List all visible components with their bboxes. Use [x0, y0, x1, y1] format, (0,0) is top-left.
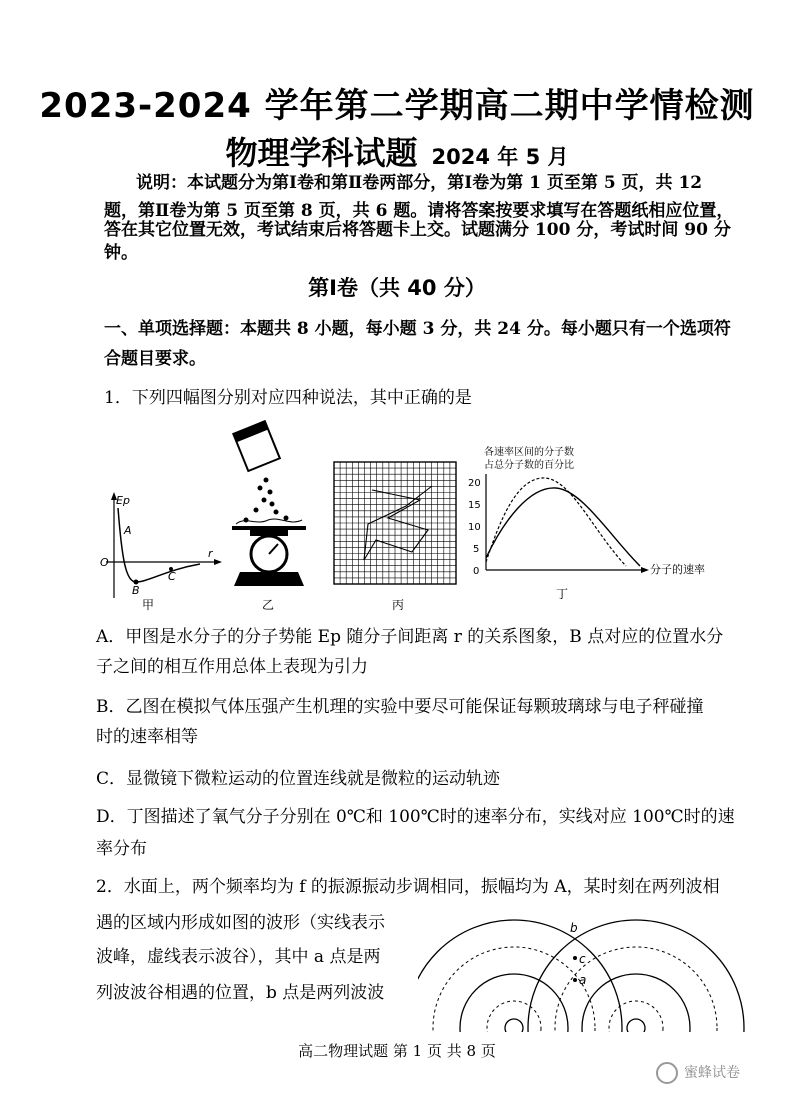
q2-line-4: 列波波谷相遇的位置，b 点是两列波波	[96, 983, 385, 1003]
q1-option-c: C．显微镜下微粒运动的位置连线就是微粒的运动轨迹	[96, 769, 501, 789]
instructions-line-1: 说明：本试题分为第Ⅰ卷和第Ⅱ卷两部分，第Ⅰ卷为第 1 页至第 5 页，共 12	[136, 173, 703, 193]
fig-ding-xlabel: 分子的速率	[650, 563, 705, 576]
q1-option-d-line2: 率分布	[96, 839, 147, 859]
q1-stem: 1．下列四幅图分别对应四种说法，其中正确的是	[104, 388, 472, 408]
figure-jia	[96, 490, 226, 608]
instructions-line-3: 答在其它位置无效，考试结束后将答题卡上交。试题满分 100 分，考试时间 90 分	[104, 220, 731, 240]
figure-ding	[460, 440, 735, 600]
exam-date: 2024 年 5 月	[431, 145, 569, 169]
fig-ding-ylabel-2: 占总分子数的百分比	[484, 460, 574, 471]
fig-jia-point-b: B	[132, 584, 140, 597]
q1-option-b-line2: 时的速率相等	[96, 727, 198, 747]
q1-option-b-line1: B．乙图在模拟气体压强产生机理的实验中要尽可能保证每颗玻璃球与电子秤碰撞	[96, 697, 704, 717]
figure-yi	[226, 420, 312, 596]
fig-jia-y-label: Ep	[116, 494, 130, 507]
figure-jia-label: 甲	[142, 598, 155, 612]
figure-bing	[332, 460, 460, 590]
instructions-line-2: 题，第Ⅱ卷为第 5 页至第 8 页，共 6 题。请将答案按要求填写在答题纸相应位置，	[104, 201, 734, 221]
figure-q2-waves	[418, 914, 748, 1034]
page-footer: 高二物理试题 第 1 页 共 8 页	[298, 1042, 496, 1060]
q1-option-a-line1: A．甲图是水分子的分子势能 Ep 随分子间距离 r 的关系图象，B 点对应的位置水分	[96, 627, 724, 647]
fig-ding-ylabel-1: 各速率区间的分子数	[484, 447, 574, 458]
fig-q2-point-c: c	[579, 952, 586, 966]
fig-jia-x-label: r	[208, 547, 213, 560]
fig-ding-ytick-0: 0	[473, 566, 480, 577]
fig-ding-ytick-20: 20	[468, 478, 481, 489]
q2-line-3: 波峰，虚线表示波谷），其中 a 点是两	[96, 947, 381, 967]
figure-bing-label: 丙	[392, 598, 405, 612]
section-title: 第Ⅰ卷（共 40 分）	[308, 276, 486, 300]
watermark-text: 蜜蜂试卷	[684, 1065, 740, 1081]
watermark-logo-icon	[656, 1062, 678, 1084]
figure-yi-label: 乙	[262, 598, 275, 612]
fig-ding-ytick-10: 10	[468, 522, 481, 533]
fig-q2-point-a: a	[579, 973, 587, 987]
fig-jia-point-a: A	[124, 524, 132, 537]
watermark	[656, 1062, 740, 1084]
q1-option-d-line1: D．丁图描述了氧气分子分别在 0℃和 100℃时的速率分布，实线对应 100℃时的速	[96, 807, 735, 827]
fig-jia-origin: O	[100, 556, 109, 569]
subject-title: 物理学科试题	[225, 134, 418, 172]
fig-ding-ytick-5: 5	[473, 544, 480, 555]
part1-heading-1: 一、单项选择题：本题共 8 小题，每小题 3 分，共 24 分。每小题只有一个选项符	[104, 319, 731, 339]
instructions-line-4: 钟。	[104, 243, 138, 263]
q1-option-a-line2: 子之间的相互作用总体上表现为引力	[96, 657, 368, 677]
q2-line-1: 2．水面上，两个频率均为 f 的振源振动步调相同，振幅均为 A，某时刻在两列波相	[96, 877, 720, 897]
fig-jia-point-c: C	[168, 570, 176, 583]
q2-line-2: 遇的区域内形成如图的波形（实线表示	[96, 913, 385, 933]
fig-q2-point-b: b	[570, 921, 578, 935]
figure-ding-label: 丁	[556, 587, 569, 600]
exam-title: 2023-2024 学年第二学期高二期中学情检测	[39, 86, 755, 126]
fig-ding-ytick-15: 15	[468, 500, 481, 511]
part1-heading-2: 合题目要求。	[104, 349, 206, 369]
